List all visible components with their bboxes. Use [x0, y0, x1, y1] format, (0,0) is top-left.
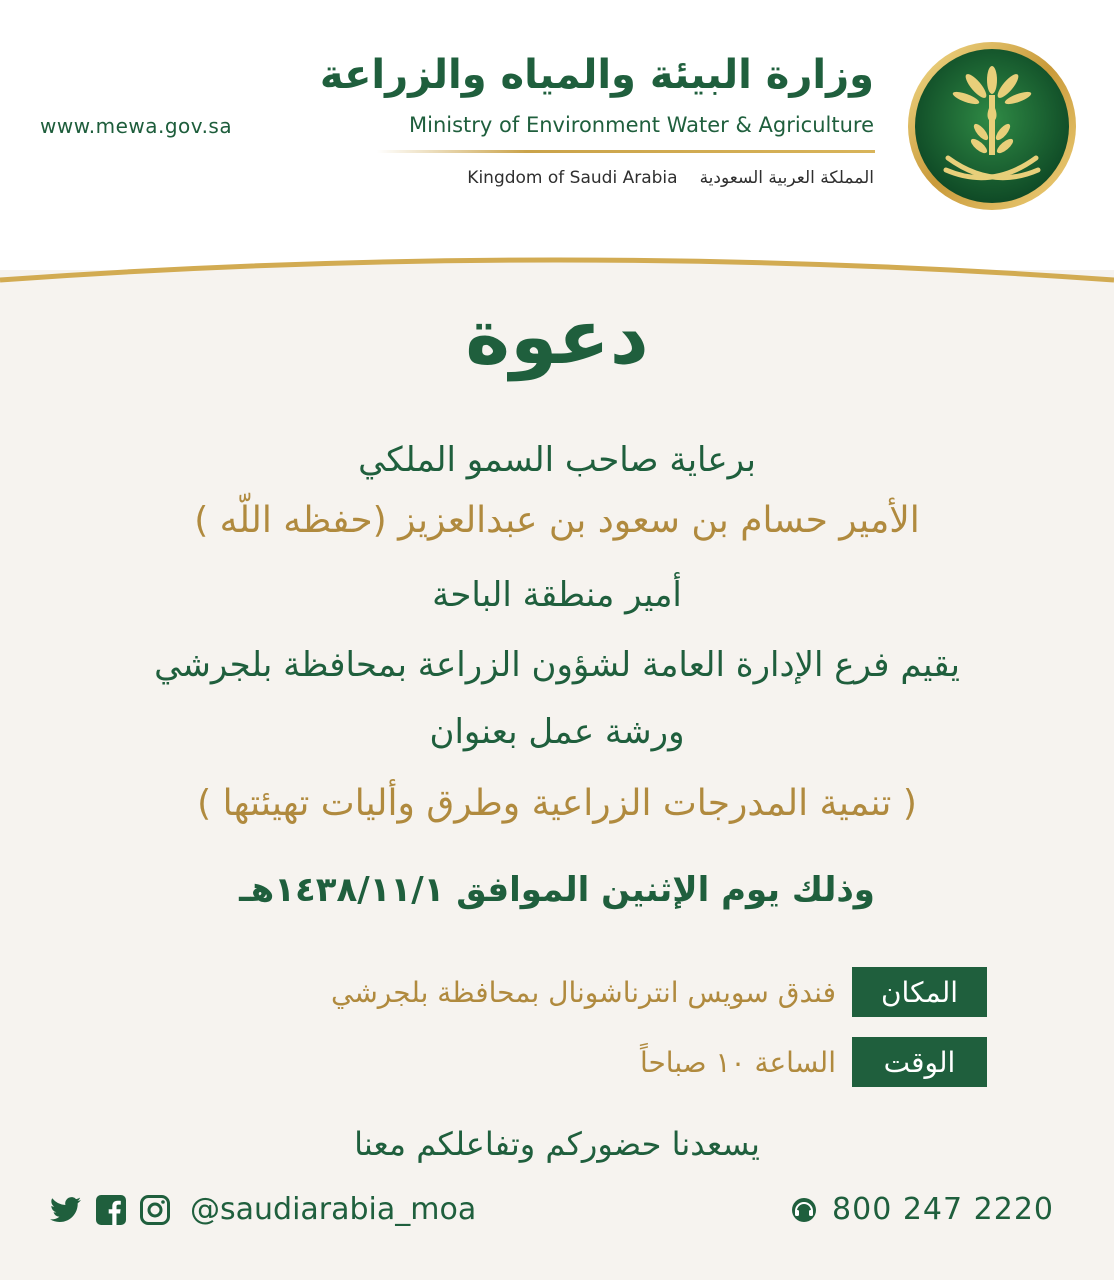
- ministry-name-arabic: وزارة البيئة والمياه والزراعة: [319, 52, 874, 98]
- workshop-intro: ورشة عمل بعنوان: [429, 712, 685, 752]
- social-handle[interactable]: @saudiarabia_moa: [190, 1192, 477, 1227]
- workshop-title: ( تنمية المدرجات الزراعية وطرق وأليات تهيئتها ): [197, 783, 917, 824]
- kingdom-arabic: المملكة العربية السعودية: [699, 168, 874, 188]
- instagram-icon[interactable]: [140, 1195, 170, 1225]
- patron-name: الأمير حسام بن سعود بن عبدالعزيز (حفظه اللّه ): [194, 500, 920, 541]
- ministry-name-english: Ministry of Environment Water & Agriculture: [409, 113, 874, 137]
- patronage-line: برعاية صاحب السمو الملكي: [358, 440, 756, 480]
- phone-number[interactable]: 800 247 2220: [832, 1192, 1054, 1227]
- twitter-icon[interactable]: [50, 1196, 82, 1224]
- kingdom-english: Kingdom of Saudi Arabia: [467, 168, 678, 188]
- date-line: وذلك يوم الإثنين الموافق ١٤٣٨/١١/١هـ: [239, 870, 875, 910]
- host-line: يقيم فرع الإدارة العامة لشؤون الزراعة بمحافظة بلجرشي: [154, 645, 960, 685]
- header-divider: [377, 150, 875, 153]
- place-value: فندق سويس انترناشونال بمحافظة بلجرشي: [331, 975, 836, 1009]
- invitation-title: دعوة: [465, 292, 649, 381]
- website-link[interactable]: www.mewa.gov.sa: [40, 114, 233, 138]
- kingdom-line: [467, 168, 874, 188]
- time-value: الساعة ١٠ صباحاً: [639, 1045, 836, 1079]
- closing-line: يسعدنا حضوركم وتفاعلكم معنا: [354, 1125, 760, 1163]
- facebook-icon[interactable]: [96, 1195, 126, 1225]
- contact-phone: [790, 1192, 1054, 1227]
- patron-title: أمير منطقة الباحة: [432, 575, 682, 615]
- ministry-emblem-icon: [906, 40, 1078, 212]
- social-links: [50, 1192, 476, 1227]
- time-label: الوقت: [852, 1037, 987, 1087]
- place-label: المكان: [852, 967, 987, 1017]
- place-row: [331, 967, 987, 1017]
- time-row: [640, 1037, 987, 1087]
- headset-icon: [790, 1196, 818, 1224]
